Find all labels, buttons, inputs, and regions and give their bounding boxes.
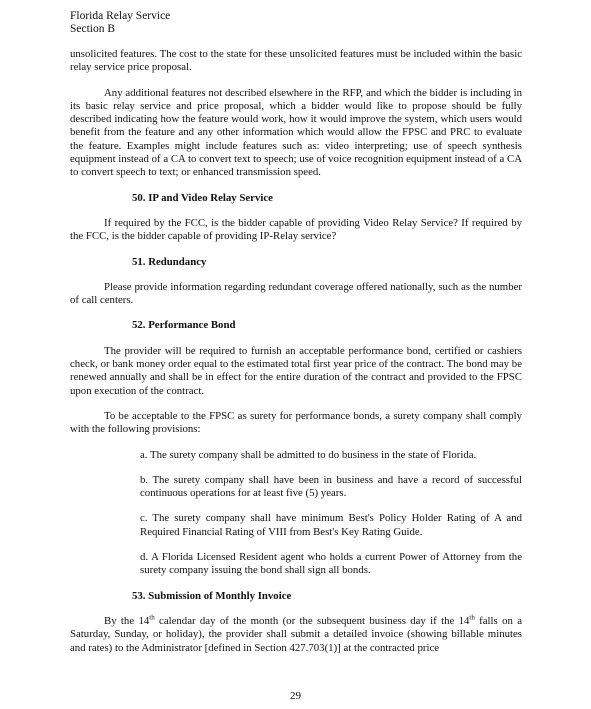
paragraph-53 <box>70 615 522 655</box>
p53-text-1: By the 14 <box>104 614 150 627</box>
list-item-d: d. A Florida Licensed Resident agent who holds a current Power of Attorney from the surety company issuing the bond shall sign all bonds. <box>140 551 522 577</box>
header-section: Section B <box>70 23 116 35</box>
header-title: Florida Relay Service <box>70 10 171 22</box>
heading-53: 53. Submission of Monthly Invoice <box>132 589 292 602</box>
paragraph-51: Please provide information regarding redundant coverage offered nationally, such as the number of call centers. <box>70 280 522 307</box>
paragraph-additional-features: Any additional features not described elsewhere in the RFP, and which the bidder is including in its basic relay service and price proposal, which a bidder would like to propose should be fully described indicating how the feature would work, how it would improve the system, which users would benefit from the feature and any other information which would allow the FPSC and PRC to evaluate the feature. Examples might include features such as: video interpreting; use of speech synthesis equipment instead of a CA to convert text to speech; use of voice recognition equipment instead of a CA to convert speech to text; or enhanced transmission speed. <box>70 86 522 179</box>
list-item-c: c. The surety company shall have minimum Best's Policy Holder Rating of A and Required Financial Rating of VIII from Best's Key Rating Guide. <box>140 512 522 538</box>
paragraph-unsolicited: unsolicited features. The cost to the state for these unsolicited features must be included within the basic relay service price proposal. <box>70 48 522 74</box>
list-item-b: b. The surety company shall have been in business and have a record of successful continuous operations for at least five (5) years. <box>140 473 522 500</box>
list-item-a: a. The surety company shall be admitted to do business in the state of Florida. <box>140 448 477 461</box>
paragraph-52-bond: The provider will be required to furnish an acceptable performance bond, certified or cashiers check, or bank money order equal to the estimated total first year price of the contract. The bond may be renewed annually and shall be in effect for the entire duration of the contract and provided to the FPSC upon execution of the contract. <box>70 344 522 397</box>
paragraph-50: If required by the FCC, is the bidder capable of providing Video Relay Service? If required by the FCC, is the bidder capable of providing IP-Relay service? <box>70 216 522 243</box>
heading-52: 52. Performance Bond <box>132 319 236 332</box>
document-body <box>70 48 522 667</box>
page-header <box>70 10 170 36</box>
page-number: 29 <box>290 690 301 702</box>
heading-50: 50. IP and Video Relay Service <box>132 191 273 204</box>
p53-superscript-1: th <box>149 613 155 622</box>
p53-text-2: calendar day of the month (or the subsequent business day if the 14 <box>154 614 470 627</box>
paragraph-52-surety: To be acceptable to the FPSC as surety for performance bonds, a surety company shall comply with the following provisions: <box>70 409 522 436</box>
p53-text-3: falls on a Saturday, Sunday, or holiday), the provider shall submit a detailed invoice (showing billable minutes and rates) to the Administrator [defined in Section 427.703(1)] at the contracted price <box>70 614 522 654</box>
p53-superscript-2: th <box>469 613 475 622</box>
heading-51: 51. Redundancy <box>132 255 207 268</box>
